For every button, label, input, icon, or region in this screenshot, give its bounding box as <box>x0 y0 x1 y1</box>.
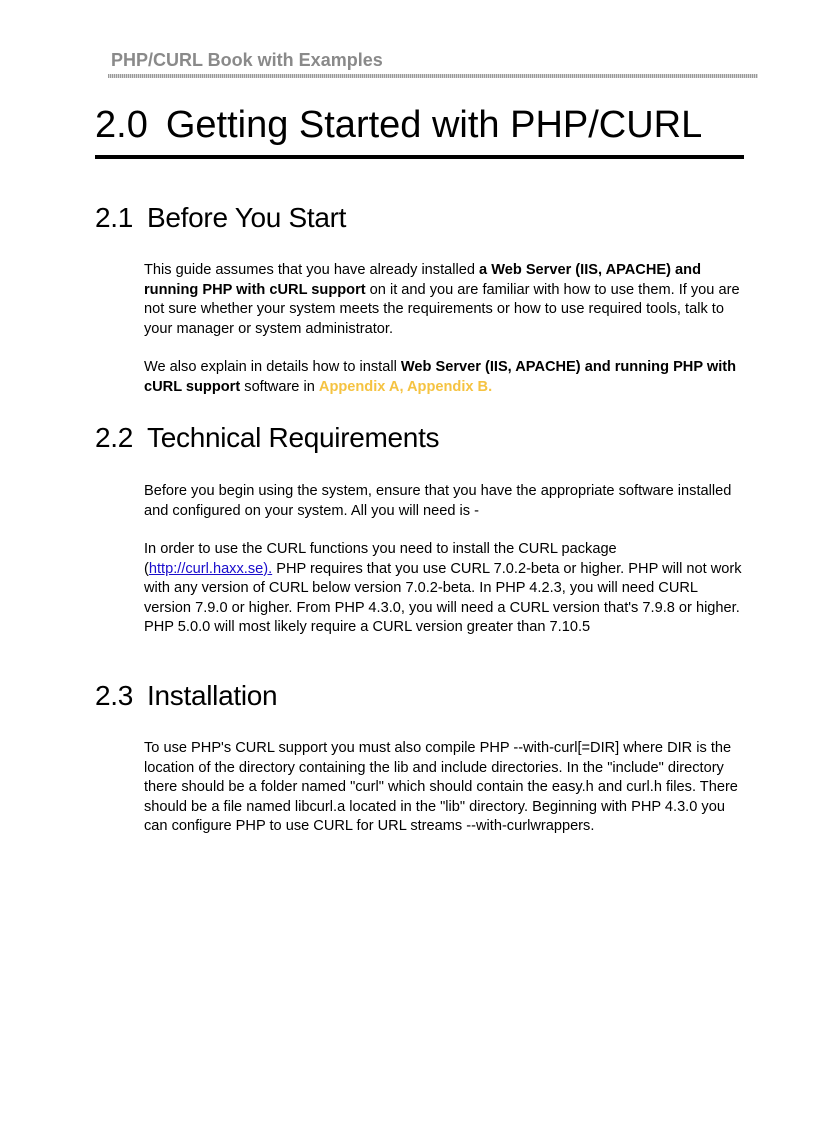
paragraph-curl-versions <box>144 540 744 638</box>
chapter-title <box>95 100 702 150</box>
text-run: We also explain in details how to install <box>144 359 401 375</box>
text-run: on it and you are familiar with how to use them. If you are not sure whether your system meets the requirements or how to use required tools, talk to your manager or system administrator. <box>144 281 740 337</box>
section-heading-before-you-start <box>95 200 346 236</box>
text-run: In order to use the CURL functions you need to install the CURL package ( <box>144 541 617 577</box>
section-title: Installation <box>147 680 278 711</box>
text-run: This guide assumes that you have already installed <box>144 262 480 278</box>
appendix-link[interactable]: Appendix A, Appendix B. <box>318 378 493 395</box>
paragraph-prerequisites <box>144 261 744 339</box>
section-title: Technical Requirements <box>147 422 440 453</box>
chapter-number: 2.0 <box>95 104 148 146</box>
running-header-title: PHP/CURL Book with Examples <box>111 50 383 70</box>
bold-text-run: Web Server (IIS, APACHE) and running PHP with cURL support <box>144 359 737 395</box>
paragraph-installation: To use PHP's CURL support you must also compile PHP --with-curl[=DIR] where DIR is the location of the directory containing the lib and include directories. In the "include" directory there should be a folder named "curl" which should contain the easy.h and curl.h files. There should be a file named libcurl.a located in the "lib" directory. Beginning with PHP 4.3.0 you can configure PHP to use CURL for URL streams --with-curlwrappers. <box>144 740 738 834</box>
section-heading-installation <box>95 678 277 714</box>
section-number: 2.1 <box>95 202 134 233</box>
curl-website-link[interactable]: http://curl.haxx.se). <box>148 560 273 577</box>
chapter-title-text: Getting Started with PHP/CURL <box>165 104 703 146</box>
section-number: 2.2 <box>95 422 134 453</box>
paragraph-install-details <box>144 358 744 397</box>
text-run: PHP requires that you use CURL 7.0.2-beta or higher. PHP will not work with any version of CURL below version 7.0.2-beta. In PHP 4.2.3, you will need CURL version 7.9.0 or higher. From PHP 4.3.0, you will need a CURL version that's 7.9.8 or higher. PHP 5.0.0 will most likely require a CURL version greater than 7.10.5 <box>144 560 742 635</box>
section-title: Before You Start <box>147 202 347 233</box>
text-run: software in <box>240 378 319 395</box>
section-heading-technical-requirements <box>95 420 439 456</box>
section-number: 2.3 <box>95 680 134 711</box>
bold-text-run: a Web Server (IIS, APACHE) and running PHP with cURL support <box>144 262 701 298</box>
paragraph-requirements-intro: Before you begin using the system, ensure that you have the appropriate software installed and configured on your system. All you will need is - <box>144 483 732 519</box>
header-divider <box>108 74 758 78</box>
chapter-divider <box>95 155 744 159</box>
